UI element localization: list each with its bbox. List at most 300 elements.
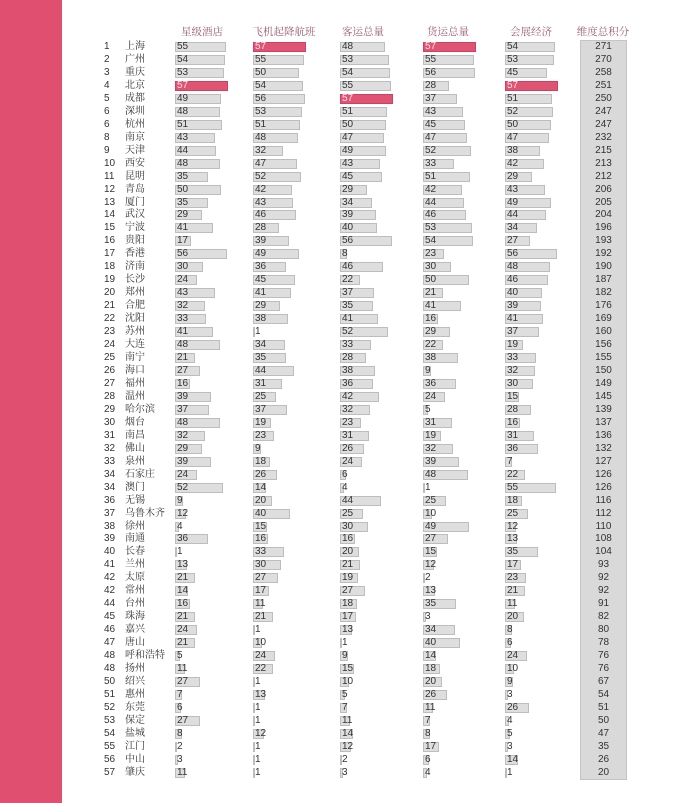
value-label: 55 <box>342 79 354 91</box>
value-label: 8 <box>177 727 183 739</box>
value-label: 14 <box>425 650 437 662</box>
value-label: 42 <box>342 390 354 402</box>
value-label: 53 <box>342 53 354 65</box>
rank-label: 36 <box>104 494 116 506</box>
value-label: 32 <box>177 429 189 441</box>
rank-label: 31 <box>104 429 116 441</box>
rank-label: 40 <box>104 546 116 558</box>
value-label: 24 <box>507 650 519 662</box>
value-label: 55 <box>425 53 437 65</box>
value-label: 17 <box>255 585 267 597</box>
value-label: 23 <box>342 416 354 428</box>
value-label: 51 <box>425 170 437 182</box>
value-label: 19 <box>342 572 354 584</box>
table-row <box>0 184 700 197</box>
table-row <box>0 469 700 482</box>
value-label: 26 <box>507 701 519 713</box>
value-label: 3 <box>342 766 348 778</box>
value-label: 48 <box>507 261 519 273</box>
total-score-label: 193 <box>595 235 612 247</box>
value-label: 35 <box>255 352 267 364</box>
value-label: 26 <box>342 442 354 454</box>
table-row <box>0 326 700 339</box>
table-row <box>0 598 700 611</box>
value-label: 44 <box>177 144 189 156</box>
value-label: 38 <box>255 313 267 325</box>
value-label: 50 <box>177 183 189 195</box>
rank-label: 41 <box>104 559 116 571</box>
value-label: 29 <box>507 170 519 182</box>
value-label: 10 <box>342 676 354 688</box>
total-score-label: 78 <box>597 637 610 649</box>
value-label: 1 <box>425 481 431 493</box>
value-label: 15 <box>507 390 519 402</box>
value-label: 11 <box>177 663 188 675</box>
table-row <box>0 767 700 780</box>
total-score-label: 155 <box>595 352 612 364</box>
value-label: 56 <box>342 235 354 247</box>
table-row <box>0 689 700 702</box>
table-row <box>0 663 700 676</box>
value-label: 27 <box>255 572 267 584</box>
value-label: 57 <box>507 79 519 91</box>
table-row <box>0 572 700 585</box>
table-row <box>0 404 700 417</box>
value-label: 43 <box>255 196 267 208</box>
value-label: 11 <box>177 766 188 778</box>
value-label: 13 <box>177 559 189 571</box>
value-label: 21 <box>255 611 267 623</box>
table-row <box>0 80 700 93</box>
value-label: 33 <box>342 339 354 351</box>
table-row <box>0 197 700 210</box>
value-label: 30 <box>425 261 437 273</box>
value-label: 52 <box>255 170 267 182</box>
value-label: 23 <box>425 248 437 260</box>
value-label: 11 <box>425 701 436 713</box>
city-label: 惠州 <box>125 689 145 700</box>
rank-label: 4 <box>104 79 110 91</box>
value-label: 45 <box>342 170 354 182</box>
value-label: 54 <box>507 41 519 52</box>
total-score-label: 116 <box>595 494 612 506</box>
value-label: 54 <box>425 235 437 247</box>
value-label: 4 <box>425 766 431 778</box>
value-label: 26 <box>255 468 267 480</box>
table-row <box>0 235 700 248</box>
city-label: 昆明 <box>125 170 145 182</box>
rank-label: 6 <box>104 118 110 130</box>
rank-label: 53 <box>104 714 116 726</box>
value-label: 5 <box>177 650 183 662</box>
table-row <box>0 650 700 663</box>
value-label: 46 <box>425 209 437 221</box>
table-row <box>0 508 700 521</box>
table-row <box>0 482 700 495</box>
value-label: 36 <box>507 442 519 454</box>
city-label: 沈阳 <box>125 313 145 325</box>
city-label: 长沙 <box>125 274 145 286</box>
value-label: 53 <box>177 66 189 78</box>
value-label: 22 <box>255 663 267 675</box>
value-label: 9 <box>177 494 183 506</box>
value-label: 14 <box>342 727 354 739</box>
rank-label: 28 <box>104 390 116 402</box>
table-row <box>0 676 700 689</box>
rank-label: 34 <box>104 481 116 493</box>
value-label: 30 <box>255 559 267 571</box>
total-score-label: 247 <box>595 118 612 130</box>
value-label: 16 <box>177 377 189 389</box>
value-label: 41 <box>255 287 267 299</box>
rank-label: 55 <box>104 740 116 752</box>
value-label: 48 <box>177 339 189 351</box>
table-row <box>0 261 700 274</box>
value-label: 11 <box>255 598 266 610</box>
header-flights: 飞机起降航班 <box>252 26 316 38</box>
value-label: 15 <box>255 520 267 532</box>
total-score-label: 54 <box>597 689 610 700</box>
value-label: 47 <box>507 131 519 143</box>
value-label: 13 <box>507 533 519 545</box>
value-label: 12 <box>177 507 189 519</box>
value-label: 26 <box>425 689 437 700</box>
value-label: 1 <box>255 740 261 752</box>
value-label: 14 <box>255 481 267 493</box>
total-score-label: 51 <box>597 701 610 713</box>
city-label: 大连 <box>125 339 145 351</box>
value-label: 45 <box>425 118 437 130</box>
city-label: 石家庄 <box>125 468 155 480</box>
table-row <box>0 546 700 559</box>
total-score-label: 250 <box>595 92 612 104</box>
city-label: 无锡 <box>125 494 145 506</box>
city-label: 唐山 <box>125 637 145 649</box>
value-label: 6 <box>177 701 183 713</box>
rank-label: 56 <box>104 753 116 765</box>
table-row <box>0 300 700 313</box>
city-label: 深圳 <box>125 105 145 117</box>
value-label: 35 <box>177 196 189 208</box>
value-label: 5 <box>507 727 513 739</box>
city-label: 太原 <box>125 572 145 584</box>
city-label: 长春 <box>125 546 145 558</box>
value-label: 17 <box>425 740 437 752</box>
value-label: 25 <box>342 507 354 519</box>
value-label: 53 <box>507 53 519 65</box>
value-label: 56 <box>425 66 437 78</box>
table-row <box>0 728 700 741</box>
value-label: 48 <box>177 105 189 117</box>
value-label: 37 <box>342 287 354 299</box>
city-label: 天津 <box>125 144 145 156</box>
rank-label: 11 <box>104 170 115 182</box>
value-label: 9 <box>255 442 261 454</box>
table-row <box>0 611 700 624</box>
value-label: 55 <box>255 53 267 65</box>
value-label: 34 <box>507 222 519 234</box>
value-label: 52 <box>177 481 189 493</box>
value-label: 45 <box>507 66 519 78</box>
city-label: 上海 <box>125 41 145 52</box>
total-score-label: 160 <box>595 326 612 338</box>
value-label: 5 <box>342 689 348 700</box>
rank-label: 29 <box>104 403 116 415</box>
value-label: 13 <box>255 689 267 700</box>
rank-label: 13 <box>104 196 116 208</box>
total-score-label: 213 <box>595 157 612 169</box>
rank-label: 38 <box>104 520 116 532</box>
total-score-label: 212 <box>595 170 612 182</box>
value-label: 56 <box>507 248 519 260</box>
rank-label: 23 <box>104 326 116 338</box>
value-label: 2 <box>177 740 183 752</box>
value-label: 3 <box>177 753 183 765</box>
value-label: 13 <box>342 624 354 636</box>
rank-label: 46 <box>104 624 116 636</box>
value-label: 1 <box>507 766 513 778</box>
total-score-label: 247 <box>595 105 612 117</box>
value-label: 57 <box>255 41 267 52</box>
value-label: 42 <box>507 157 519 169</box>
city-label: 肇庆 <box>125 766 145 778</box>
value-label: 16 <box>425 313 437 325</box>
table-row <box>0 533 700 546</box>
total-score-label: 67 <box>597 676 610 688</box>
value-label: 28 <box>425 79 437 91</box>
city-label: 绍兴 <box>125 676 145 688</box>
value-label: 10 <box>425 507 437 519</box>
value-label: 1 <box>255 326 261 338</box>
table-row <box>0 521 700 534</box>
rank-label: 30 <box>104 416 116 428</box>
value-label: 39 <box>255 235 267 247</box>
total-score-label: 92 <box>597 585 610 597</box>
total-score-label: 47 <box>597 727 610 739</box>
value-label: 20 <box>507 611 519 623</box>
table-row <box>0 313 700 326</box>
city-label: 东莞 <box>125 701 145 713</box>
rank-label: 19 <box>104 274 116 286</box>
total-score-label: 82 <box>597 611 610 623</box>
value-label: 52 <box>425 144 437 156</box>
rank-label: 48 <box>104 663 116 675</box>
rank-label: 9 <box>104 144 110 156</box>
value-label: 23 <box>507 572 519 584</box>
value-label: 39 <box>177 455 189 467</box>
table-row <box>0 54 700 67</box>
value-label: 48 <box>177 157 189 169</box>
value-label: 27 <box>177 365 189 376</box>
value-label: 7 <box>425 714 431 726</box>
value-label: 6 <box>425 753 431 765</box>
value-label: 44 <box>425 196 437 208</box>
table-row <box>0 222 700 235</box>
value-label: 57 <box>177 79 189 91</box>
total-score-label: 35 <box>597 740 610 752</box>
city-label: 北京 <box>125 79 145 91</box>
total-score-label: 206 <box>595 183 612 195</box>
value-label: 35 <box>425 598 437 610</box>
rank-label: 50 <box>104 676 116 688</box>
value-label: 51 <box>177 118 189 130</box>
value-label: 38 <box>507 144 519 156</box>
value-label: 2 <box>425 572 431 584</box>
value-label: 28 <box>255 222 267 234</box>
value-label: 20 <box>255 494 267 506</box>
city-label: 乌鲁木齐 <box>125 507 165 519</box>
rank-label: 51 <box>104 689 116 700</box>
rank-label: 44 <box>104 598 116 610</box>
value-label: 4 <box>507 714 513 726</box>
value-label: 50 <box>342 118 354 130</box>
city-label: 常州 <box>125 585 145 597</box>
value-label: 43 <box>425 105 437 117</box>
value-label: 43 <box>507 183 519 195</box>
value-label: 1 <box>255 624 261 636</box>
total-score-label: 145 <box>595 390 612 402</box>
value-label: 48 <box>177 416 189 428</box>
value-label: 7 <box>507 455 513 467</box>
city-label: 扬州 <box>125 663 145 675</box>
city-label: 郑州 <box>125 287 145 299</box>
total-score-label: 156 <box>595 339 612 351</box>
value-label: 9 <box>425 365 431 376</box>
value-label: 32 <box>507 365 519 376</box>
total-score-label: 176 <box>595 300 612 312</box>
value-label: 27 <box>177 676 189 688</box>
table-row <box>0 67 700 80</box>
total-score-label: 190 <box>595 261 612 273</box>
value-label: 12 <box>342 740 354 752</box>
city-label: 嘉兴 <box>125 624 145 636</box>
city-label: 佛山 <box>125 442 145 454</box>
rank-label: 47 <box>104 637 116 649</box>
value-label: 24 <box>255 650 267 662</box>
city-label: 南宁 <box>125 352 145 364</box>
value-label: 32 <box>342 403 354 415</box>
value-label: 12 <box>255 727 267 739</box>
value-label: 1 <box>255 714 261 726</box>
rank-label: 48 <box>104 650 116 662</box>
value-label: 16 <box>342 533 354 545</box>
total-score-label: 126 <box>595 468 612 480</box>
city-label: 广州 <box>125 53 145 65</box>
value-label: 46 <box>507 274 519 286</box>
value-label: 39 <box>425 455 437 467</box>
rank-label: 57 <box>104 766 116 778</box>
value-label: 55 <box>507 481 519 493</box>
total-score-label: 137 <box>595 416 612 428</box>
value-label: 21 <box>425 287 437 299</box>
city-label: 南京 <box>125 131 145 143</box>
value-label: 37 <box>425 92 437 104</box>
value-label: 29 <box>177 209 189 221</box>
rank-label: 16 <box>104 235 116 247</box>
value-label: 47 <box>342 131 354 143</box>
city-label: 南通 <box>125 533 145 545</box>
table-row <box>0 248 700 261</box>
value-label: 24 <box>177 624 189 636</box>
rank-label: 1 <box>104 41 110 52</box>
rank-label: 12 <box>104 183 116 195</box>
total-score-label: 169 <box>595 313 612 325</box>
rank-label: 42 <box>104 572 116 584</box>
value-label: 37 <box>507 326 519 338</box>
total-score-label: 271 <box>595 41 612 52</box>
value-label: 29 <box>425 326 437 338</box>
value-label: 19 <box>425 429 437 441</box>
value-label: 30 <box>177 261 189 273</box>
value-label: 20 <box>425 676 437 688</box>
rank-label: 8 <box>104 131 110 143</box>
value-label: 18 <box>507 494 519 506</box>
table-row <box>0 365 700 378</box>
table-row <box>0 456 700 469</box>
value-label: 18 <box>425 663 437 675</box>
value-label: 39 <box>177 390 189 402</box>
value-label: 36 <box>255 261 267 273</box>
value-label: 33 <box>507 352 519 364</box>
city-label: 成都 <box>125 92 145 104</box>
value-label: 3 <box>507 689 513 700</box>
value-label: 49 <box>425 520 437 532</box>
value-label: 48 <box>342 41 354 52</box>
table-row <box>0 417 700 430</box>
total-score-label: 187 <box>595 274 612 286</box>
table-row <box>0 145 700 158</box>
total-score-label: 132 <box>595 442 612 454</box>
total-score-label: 50 <box>597 714 610 726</box>
value-label: 3 <box>507 740 513 752</box>
value-label: 32 <box>177 300 189 312</box>
total-score-label: 20 <box>597 766 610 778</box>
value-label: 34 <box>255 339 267 351</box>
value-label: 49 <box>177 92 189 104</box>
value-label: 8 <box>342 248 348 260</box>
table-row <box>0 715 700 728</box>
rank-label: 21 <box>104 300 116 312</box>
value-label: 1 <box>255 766 261 778</box>
city-label: 泉州 <box>125 455 145 467</box>
rank-label: 18 <box>104 261 116 273</box>
total-score-label: 182 <box>595 287 612 299</box>
rank-label: 45 <box>104 611 116 623</box>
total-score-label: 112 <box>595 507 612 519</box>
value-label: 27 <box>342 585 354 597</box>
city-label: 合肥 <box>125 300 145 312</box>
value-label: 22 <box>425 339 437 351</box>
value-label: 48 <box>255 131 267 143</box>
total-score-label: 104 <box>595 546 612 558</box>
total-score-label: 258 <box>595 66 612 78</box>
value-label: 45 <box>255 274 267 286</box>
rank-label: 52 <box>104 701 116 713</box>
rank-label: 3 <box>104 66 110 78</box>
value-label: 21 <box>177 611 189 623</box>
value-label: 56 <box>255 92 267 104</box>
value-label: 22 <box>342 274 354 286</box>
value-label: 29 <box>255 300 267 312</box>
city-label: 贵阳 <box>125 235 145 247</box>
table-row <box>0 702 700 715</box>
value-label: 29 <box>342 183 354 195</box>
table-row <box>0 585 700 598</box>
rank-label: 2 <box>104 53 110 65</box>
total-score-label: 110 <box>595 520 612 532</box>
city-label: 江门 <box>125 740 145 752</box>
value-label: 7 <box>342 701 348 713</box>
